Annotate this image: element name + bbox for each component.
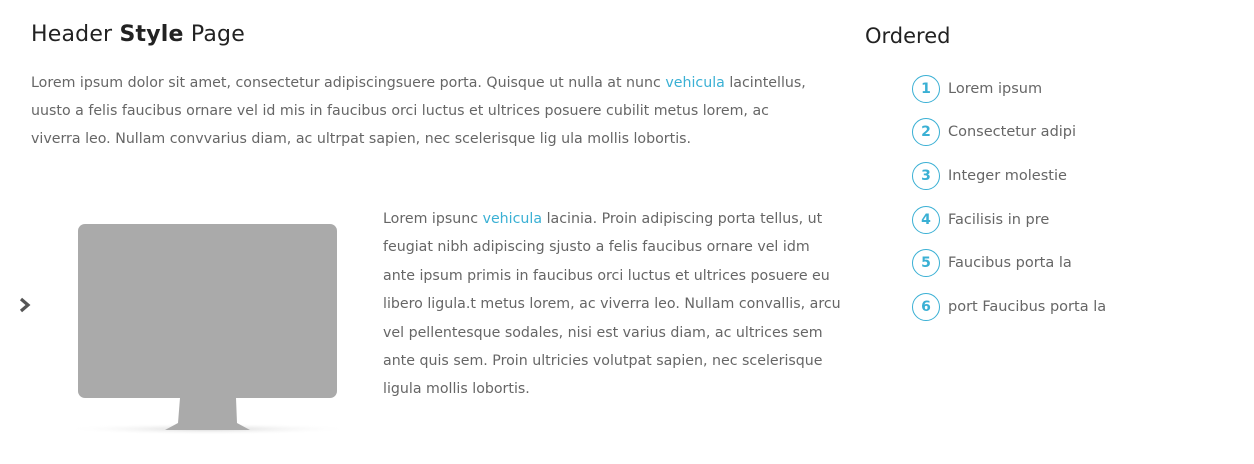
- title-suffix: Page: [183, 22, 245, 47]
- list-item: [912, 285, 1106, 329]
- intro-vehicula-link[interactable]: vehicula: [665, 75, 725, 91]
- page-title: [31, 22, 245, 47]
- chevron-right-icon[interactable]: [18, 297, 32, 313]
- list-item: [912, 198, 1106, 242]
- list-number-badge: 1: [912, 75, 940, 103]
- list-number-badge: 6: [912, 293, 940, 321]
- content-text-end: lacinia. Proin adipiscing porta tellus, ut feugiat nibh adipiscing sjusto a felis faucibus ornare vel idm ante ipsum primis in faucibus orci luctus et ultrices posuere eu libero ligula.t metus lorem, ac viverra leo. Nullam convallis, arcu vel pellentesque sodales, nisi est varius diam, ac ultrices sem ante quis sem. Proin ultricies volutpat sapien, nec scelerisque ligula mollis lobortis.: [383, 211, 841, 398]
- list-number-badge: 2: [912, 118, 940, 146]
- list-number-badge: 3: [912, 162, 940, 190]
- list-item: [912, 67, 1106, 111]
- monitor-icon: [60, 218, 360, 438]
- intro-text-end: lacintellus, uusto a felis faucibus ornare vel id mis in faucibus orci luctus et ultrices posuere cubilit metus lorem, ac viverra leo. Nullam convvarius diam, ac ultrpat sapien, nec scelerisque lig ula mollis lobortis.: [31, 75, 806, 147]
- list-item-label: Lorem ipsum: [948, 80, 1043, 97]
- list-item-label: Facilisis in pre: [948, 211, 1050, 228]
- intro-paragraph: [31, 69, 821, 153]
- content-vehicula-link[interactable]: vehicula: [482, 211, 543, 227]
- list-item-label: Consectetur adipi: [948, 124, 1077, 141]
- content-text-start: Lorem ipsunc: [383, 211, 483, 227]
- list-item-label: port Faucibus porta la: [948, 298, 1107, 315]
- title-bold: Style: [119, 22, 184, 47]
- list-number-badge: 4: [912, 206, 940, 234]
- intro-text-start: Lorem ipsum dolor sit amet, consectetur adipiscingsuere porta. Quisque ut nulla at nunc: [31, 75, 666, 91]
- ordered-list-title: Ordered: [865, 24, 951, 48]
- ordered-list: [912, 67, 1106, 329]
- list-item-label: Integer molestie: [948, 167, 1067, 184]
- content-paragraph: [383, 205, 843, 404]
- title-prefix: Header: [31, 22, 120, 47]
- list-item-label: Faucibus porta la: [948, 255, 1072, 272]
- list-number-badge: 5: [912, 249, 940, 277]
- list-item: [912, 154, 1106, 198]
- list-item: [912, 111, 1106, 155]
- list-item: [912, 241, 1106, 285]
